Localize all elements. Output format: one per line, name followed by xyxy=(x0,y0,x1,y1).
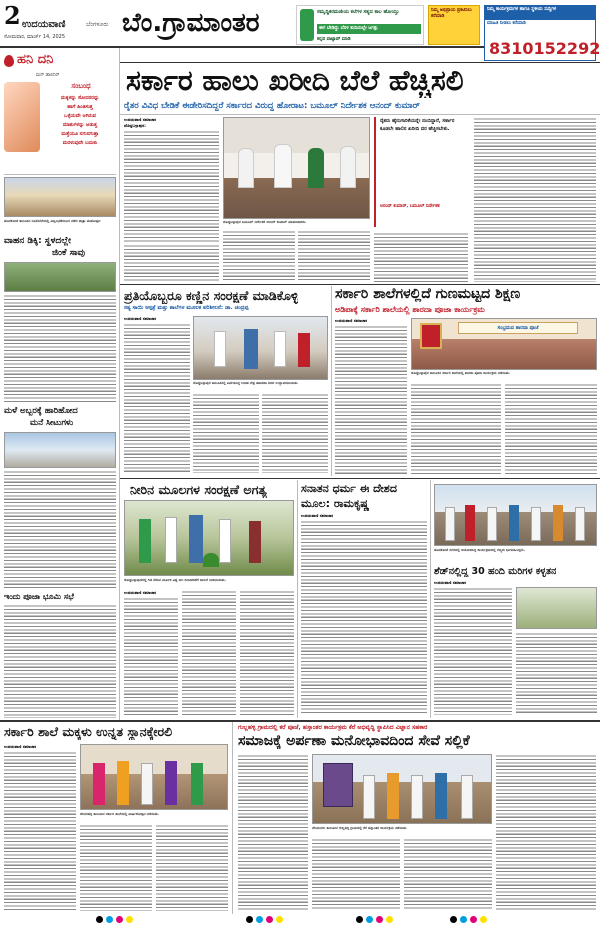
quote-text: ರೈತರು ಹೈನುಗಾರಿಕೆಯನ್ನೇ ನಂಬಿದ್ದಾರೆ, ಸರ್ಕಾರ ಕೂಡಲೇ ಹಾಲಿನ ಖರೀದಿ ದರ ಹೆಚ್ಚಿಸಬೇಕು. xyxy=(380,118,455,132)
quote-author: ಆನಂದ್ ಕುಮಾರ್, ಬಮೂಲ್ ನಿರ್ದೇಶಕ xyxy=(380,204,440,209)
poem-line: ಮಕ್ಕಳನ್ನು ಸೋದರರನ್ನು xyxy=(60,95,100,101)
story3-subhead: ಅಡಿಪಾಕ್ಕೆ ಸರ್ಕಾರಿ ಶಾಲೆಯಲ್ಲಿ ಶಾರದಾ ಪೂಜಾ ಕಾರ್ಯಕ್ರಮ xyxy=(335,305,485,314)
bottom-left-headline: ಸರ್ಕಾರಿ ಶಾಲೆ ಮಕ್ಕಳು ಉನ್ನತ ಸ್ಥಾನಕ್ಕೇರಲಿ xyxy=(4,724,173,739)
photo-caption: ಹೊಸಕೋಟೆ ತಾಲೂಕಿನ ಸೂಲಿಬೆಲೆಯಲ್ಲಿ ವಿಜೃಂಭಣೆಯಿಂದ ನಡೆದ ಜಾತ್ರಾ ಮಹೋತ್ಸವ xyxy=(4,219,101,223)
person-figure xyxy=(461,775,473,819)
person-figure xyxy=(509,505,519,541)
water-photo xyxy=(124,500,294,576)
photo-caption: ದೇವನಹಳ್ಳಿ ತಾಲೂಕಿನ ಸರ್ಕಾರಿ ಶಾಲೆಯಲ್ಲಿ ವಾರ್ಷಿಕೋತ್ಸವ ನಡೆಯಿತು. xyxy=(80,812,160,816)
article-text xyxy=(124,244,219,282)
dateline: ಸೋಮವಾರ, ಮಾರ್ಚ್ 14, 2025 xyxy=(4,34,66,40)
section-title: ಬೆಂ.ಗ್ರಾಮಾಂತರ xyxy=(122,8,260,38)
person-figure xyxy=(363,775,375,819)
person-figure xyxy=(189,515,203,563)
article-text xyxy=(4,294,116,402)
story5-headline-2: ಮೂಲ: ರಾಮಕೃಷ್ಣ xyxy=(301,497,370,510)
phone-icon xyxy=(300,9,314,41)
byline: ಉದಯವಾಣಿ ಸಮಾಚಾರ xyxy=(301,513,334,518)
person-figure xyxy=(387,773,399,819)
story2-subhead: ಸತ್ಯ ಸಾಯಿ ಆಸ್ಪತ್ರೆ ಮತ್ತು ಶಾಲೆಗಳ ಮೂಲಕ ಪರಿಶೀಲನೆ: ಡಾ. ಚಂದ್ರಪ್ಪ xyxy=(124,305,249,311)
roof-photo xyxy=(4,432,116,468)
person-figure xyxy=(411,775,423,819)
article-text xyxy=(404,838,492,911)
person-figure xyxy=(465,505,475,541)
article-text xyxy=(223,230,295,282)
person-figure xyxy=(340,146,356,188)
article-text xyxy=(298,230,370,282)
article-text xyxy=(374,232,468,282)
phone-ad xyxy=(428,5,480,45)
story6-headline: ಶೆಡ್‌ನಲ್ಲಿದ್ದ 30 ಹಂದಿ ಮರಿಗಳ ಕಳ್ಳತನ xyxy=(434,566,557,577)
quote-box xyxy=(374,117,468,227)
poem-line: ಒಳ್ಳೆಯದೇ ಆಗಿರುವ xyxy=(63,113,97,119)
photo-caption: ದೊಡ್ಡಬಳ್ಳಾಪುರ ತಾಲೂಕಿನ ಸರ್ಕಾರಿ ಶಾಲೆಯಲ್ಲಿ ಶಾರದಾ ಪೂಜಾ ಕಾರ್ಯಕ್ರಮ ನಡೆಯಿತು. xyxy=(411,371,511,375)
page-number: 2 xyxy=(4,1,21,30)
article-text xyxy=(80,824,152,911)
dateline: ದೊಡ್ಡಬಳ್ಳಾಪುರ: xyxy=(124,123,146,128)
person-figure xyxy=(93,763,105,805)
paper-name: ಉದಯವಾಣಿ xyxy=(22,19,66,30)
bottom-kicker: ಗುಲ್ಲಹಳ್ಳಿ ಗ್ರಾಮದಲ್ಲಿ ಕರೆ ಪೂಜೆ, ಹಸ್ತಾಂತರ ಕಾರ್ಯಕ್ರಮ ಕೆರೆ ಅಭಿವೃದ್ಧಿ ಸ್ಥಾಪಿಸಿದ ವಿಜ್ಞಾನ ಸಹಕಾರ xyxy=(238,724,428,731)
poem-line: ಹಾಗೆ ಹಿಂತಿಸುತ್ತ xyxy=(67,104,93,110)
article-text xyxy=(4,751,76,911)
person-figure xyxy=(214,331,226,367)
byline: ಉದಯವಾಣಿ ಸಮಾಚಾರ xyxy=(335,318,368,323)
person-figure xyxy=(219,519,231,563)
headline: ವಾಹನ ಡಿಕ್ಕಿ: ಸ್ಥಳದಲ್ಲೇ xyxy=(4,236,72,246)
article-text xyxy=(505,383,597,475)
story4-headline: ನೀರಿನ ಮೂಲಗಳ ಸಂರಕ್ಷಣೆ ಅಗತ್ಯ xyxy=(130,482,267,497)
person-figure xyxy=(249,521,261,563)
event-photo xyxy=(434,484,597,546)
photo-caption: ದೊಡ್ಡಬಳ್ಳಾಪುರ ಬಮೂಲ್ ನಿರ್ದೇಶಕ ಆನಂದ್ ಕುಮಾರ್ ಮಾತನಾಡಿದರು. xyxy=(223,220,307,224)
farm-photo xyxy=(516,587,597,629)
poem-line: ಮತ್ತೆಯೂ ನಗುನಗುತ್ತಾ xyxy=(61,131,99,137)
byline: ಉದಯವಾಣಿ ಸಮಾಚಾರ xyxy=(4,744,37,749)
ad-line: ಸಮೃದ್ಧಿಕರಮಣೀಯ ಕಲೆಗಳ ಸತ್ಯದ ಕಾಲ ಹೋಯ್ತು xyxy=(317,9,400,15)
article-text xyxy=(262,393,328,473)
person-figure xyxy=(575,507,585,541)
person-figure xyxy=(141,763,153,805)
person-figure xyxy=(117,761,129,805)
person-figure xyxy=(435,773,447,819)
article-text xyxy=(238,754,308,911)
school-function-photo xyxy=(80,744,228,810)
festival-photo xyxy=(4,177,116,217)
person-figure xyxy=(274,331,286,367)
eye-camp-photo xyxy=(193,316,328,380)
person-figure xyxy=(445,507,455,541)
article-text xyxy=(124,323,190,473)
lead-photo xyxy=(223,117,370,219)
headline: ಮಳೆ ಅಬ್ಬರಕ್ಕೆ ಹಾರಿಹೋದ xyxy=(4,406,78,416)
contact-ad xyxy=(484,5,600,61)
article-text xyxy=(182,590,236,715)
poem-line: ಮರಳುವುದೇ ಬದುಕು xyxy=(62,140,98,146)
person-figure xyxy=(165,517,177,563)
article-text xyxy=(335,325,407,475)
person-figure xyxy=(298,333,310,367)
story5-headline: ಸನಾತನ ಧರ್ಮ ಈ ದೇಶದ xyxy=(301,482,397,495)
person-figure xyxy=(308,148,324,188)
article-text xyxy=(301,520,427,715)
article-text xyxy=(124,597,178,715)
photo-caption: ಹೊಸಕೋಟೆ ನಗರದಲ್ಲಿ ಆಯೋಜಿಸಿದ್ದ ಕಾರ್ಯಕ್ರಮದಲ್ಲಿ ಗಣ್ಯರು ಭಾಗವಹಿಸಿದ್ದರು. xyxy=(434,548,525,552)
bottom-main-headline: ಸಮಾಜಕ್ಕೆ ಅರ್ಪಣಾ ಮನೋಭಾವದಿಂದ ಸೇವೆ ಸಲ್ಲಿಕೆ xyxy=(238,733,470,749)
person-figure xyxy=(139,519,151,563)
article-text xyxy=(4,604,116,718)
byline: ಉದಯವಾಣಿ ಸಮಾಚಾರ xyxy=(124,590,157,595)
poem-body xyxy=(44,94,116,148)
plaque xyxy=(323,763,353,807)
person-figure xyxy=(244,329,258,369)
logo-text: ಹನಿ ದನಿ xyxy=(17,52,54,67)
headline: ಜಿಂಕೆ ಸಾವು xyxy=(52,248,85,258)
person-figure xyxy=(531,507,541,541)
story3-headline: ಸರ್ಕಾರಿ ಶಾಲೆಗಳಲ್ಲಿದೆ ಗುಣಮಟ್ಟದ ಶಿಕ್ಷಣ xyxy=(335,286,521,302)
headline: ಇಂದು ಪೂಜಾ ಭೂಮಿ ಸಭೆ xyxy=(4,592,74,601)
photo-caption: ದೊಡ್ಡಬಳ್ಳಾಪುರದಲ್ಲಿ ಗಿಡ ನೆಡುವ ಮೂಲಕ ವಿಶ್ವ ಜಲ ದಿನಾಚರಣೆಗೆ ಚಾಲನೆ ನೀಡಲಾಯಿತು. xyxy=(124,578,226,582)
lead-headline: ಸರ್ಕಾರ ಹಾಲು ಖರೀದಿ ಬೆಲೆ ಹೆಚ್ಚಿಸಲಿ xyxy=(126,64,464,97)
edition-city: ಬೆಂಗಳೂರು xyxy=(86,21,109,28)
poem-box xyxy=(4,80,116,172)
article-text xyxy=(193,393,259,473)
byline: ಉದಯವಾಣಿ ಸಮಾಚಾರ xyxy=(434,580,467,585)
plant-pot xyxy=(203,553,219,567)
ad-text: ಮಾಹಿತಿ ನೀಡಲು ಕರೆಮಾಡಿ xyxy=(487,21,526,26)
person-figure xyxy=(165,761,177,805)
photo-caption: ದೊಡ್ಡಬಳ್ಳಾಪುರ ತಾಲೂಕಿನಲ್ಲಿ ಏರ್ಪಡಿಸಿದ್ದ ಉಚಿತ ನೇತ್ರ ತಪಾಸಣಾ ಶಿಬಿರ ಉದ್ಘಾಟಿಸಲಾಯಿತು. xyxy=(193,381,299,385)
article-text xyxy=(516,632,597,715)
ad-text: ನಿಮ್ಮ ಅಭಿಪ್ರಾಯ ಪ್ರಕಟಿಸಲು ಕರೆಮಾಡಿ xyxy=(431,8,472,19)
person-figure xyxy=(238,148,254,188)
ad-phone-number: 8310152292 xyxy=(489,39,600,58)
lake-handover-photo xyxy=(312,754,492,824)
byline: ಉದಯವಾಣಿ ಸಮಾಚಾರ xyxy=(124,316,157,321)
portrait xyxy=(420,323,442,349)
whatsapp-ad xyxy=(296,5,424,45)
article-text xyxy=(124,130,219,242)
ad-line: ಈಗ ಬೇಡಿದ್ದು ಬೆರಳ ತುದಿಯಲ್ಲೇ ಜಗತ್ತು xyxy=(317,24,421,34)
lead-subhead: ರೈತರ ವಿವಿಧ ಬೇಡಿಕೆ ಈಡೇರಿಸದಿದ್ದರೆ ಸರ್ಕಾರದ ವಿರುದ್ಧ ಹೋರಾಟ: ಬಮೂಲ್ ನಿರ್ದೇಶಕ ಆನಂದ್ ಕುಮಾರ್ xyxy=(124,101,420,111)
article-text xyxy=(156,824,228,911)
registration-marks xyxy=(0,914,600,928)
headline: ಮನೆ ಸೀಟುಗಳು xyxy=(30,418,74,428)
article-text xyxy=(474,117,596,282)
poem-illustration xyxy=(4,82,40,152)
article-text xyxy=(4,470,116,588)
hani-dani-logo xyxy=(4,52,116,72)
article-text xyxy=(434,587,512,715)
school-photo xyxy=(411,318,597,370)
ad-line: ಕನ್ನಡ ವಾಟ್ಸಾಪ್ ಮಾಡಿ xyxy=(317,37,351,42)
ad-text: ನಿಮ್ಮ ಕಾರ್ಯಕ್ರಮಗಳ ಹಾಗೂ ಸ್ಥಳೀಯ ಸುದ್ದಿಗಳ xyxy=(485,6,595,20)
article-text xyxy=(240,590,294,715)
article-text xyxy=(411,383,501,475)
poem-line: ಮಾತುಗಳನ್ನು ಆಡುತ್ತ xyxy=(62,122,98,128)
person-figure xyxy=(274,144,292,188)
banner: ಸಂಭ್ರಮದ ಶಾರದಾ ಪೂಜೆ xyxy=(458,322,578,334)
article-text xyxy=(496,754,596,911)
person-figure xyxy=(553,505,563,541)
person-figure xyxy=(487,507,497,541)
photo-caption: ನೆಲಮಂಗಲ ತಾಲೂಕಿನ ಗುಲ್ಲಹಳ್ಳಿ ಗ್ರಾಮದಲ್ಲಿ ಕೆರೆ ಹಸ್ತಾಂತರ ಕಾರ್ಯಕ್ರಮ ನಡೆಯಿತು. xyxy=(312,826,408,830)
article-text xyxy=(312,838,400,911)
byline: ಉದಯವಾಣಿ ಸಮಾಚಾರ xyxy=(124,117,157,122)
deer-photo xyxy=(4,262,116,292)
person-figure xyxy=(191,763,203,805)
poem-title: ಸಂಬಂಧ xyxy=(71,82,91,90)
story2-headline: ಪ್ರತಿಯೊಬ್ಬರೂ ಕಣ್ಣಿನ ಸಂರಕ್ಷಣೆ ಮಾಡಿಕೊಳ್ಳಿ xyxy=(124,288,299,303)
drop-icon xyxy=(4,55,14,67)
logo-subtitle: ಮನ್ ಡಾಲಿನಿರ್ xyxy=(36,73,60,78)
